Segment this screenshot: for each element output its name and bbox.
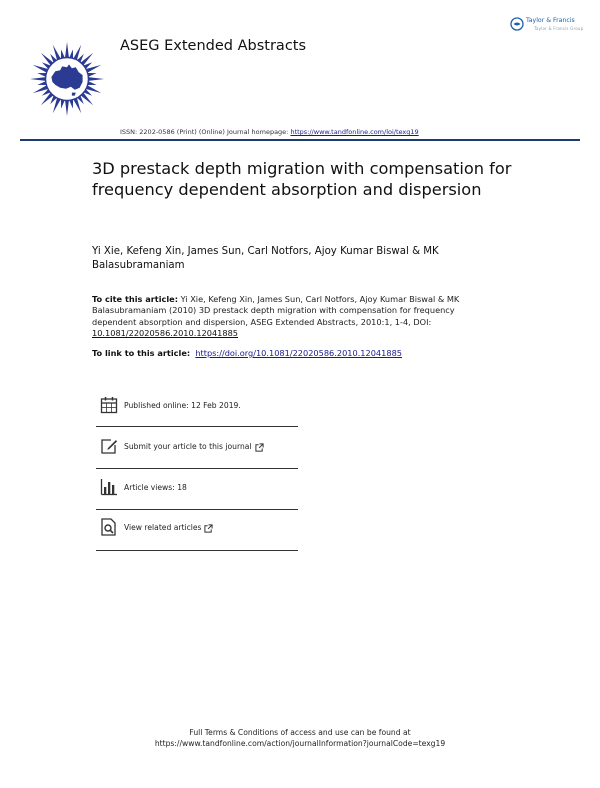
- publisher-name: Taylor & Francis: [526, 17, 575, 24]
- info-divider: [96, 550, 298, 551]
- published-row: [96, 396, 298, 422]
- related-articles-link[interactable]: View related articles: [124, 523, 202, 532]
- link-label: To link to this article:: [92, 348, 191, 358]
- footer: [0, 727, 600, 749]
- publisher-tagline: Taylor & Francis Group: [534, 26, 584, 31]
- logo-ray: [65, 42, 69, 58]
- citation-doi-link[interactable]: 10.1081/22020586.2010.12041885: [92, 328, 239, 339]
- related-articles-row[interactable]: [96, 518, 298, 544]
- issn-line: [120, 128, 419, 136]
- logo-ray: [88, 77, 104, 81]
- aseg-logo-icon: [28, 40, 106, 118]
- external-link-icon: [255, 443, 264, 452]
- submit-article-row[interactable]: [96, 437, 298, 463]
- citation-block: [92, 294, 492, 340]
- external-link-icon: [204, 524, 213, 533]
- article-views: Article views: 18: [124, 483, 187, 492]
- article-doi-link[interactable]: https://doi.org/10.1081/22020586.2010.12041885: [195, 348, 402, 358]
- info-divider: [96, 468, 298, 469]
- citation-text: Yi Xie, Kefeng Xin, James Sun, Carl Notfors, Ajoy Kumar Biswal & MK Balasubramaniam (2010) 3D prestack depth migration with compensation for frequency dependent absorption and dispersion, ASEG Extended Abstracts, 2010:1, 1-4, DOI:: [92, 294, 460, 327]
- edit-icon: [100, 437, 118, 455]
- footer-terms-link[interactable]: https://www.tandfonline.com/action/journalInformation?journalCode=texg19: [154, 739, 446, 748]
- article-link-line: [92, 348, 512, 358]
- document-search-icon: [100, 518, 118, 536]
- article-views-row: [96, 478, 298, 504]
- article-authors: Yi Xie, Kefeng Xin, James Sun, Carl Notfors, Ajoy Kumar Biswal & MK Balasubramaniam: [92, 246, 439, 271]
- citation-label: To cite this article:: [92, 294, 178, 304]
- publisher-emblem-icon: [510, 17, 524, 31]
- footer-terms: Full Terms & Conditions of access and use can be found at: [189, 728, 411, 737]
- calendar-icon: [100, 396, 118, 414]
- info-divider: [96, 426, 298, 427]
- journal-homepage-link[interactable]: https://www.tandfonline.com/loi/texg19: [290, 128, 419, 136]
- submit-article-link[interactable]: Submit your article to this journal: [124, 442, 252, 451]
- publisher-logo[interactable]: [510, 17, 582, 39]
- published-date: Published online: 12 Feb 2019.: [124, 401, 241, 410]
- logo-ray: [65, 100, 69, 116]
- bar-chart-icon: [100, 478, 118, 496]
- issn-text: ISSN: 2202-0586 (Print) (Online) Journal homepage:: [120, 128, 291, 136]
- header-divider: [20, 139, 580, 141]
- article-title: 3D prestack depth migration with compensation for frequency dependent absorption and dispersion: [92, 159, 512, 199]
- logo-ray: [30, 77, 46, 81]
- info-divider: [96, 509, 298, 510]
- journal-title: ASEG Extended Abstracts: [120, 38, 307, 54]
